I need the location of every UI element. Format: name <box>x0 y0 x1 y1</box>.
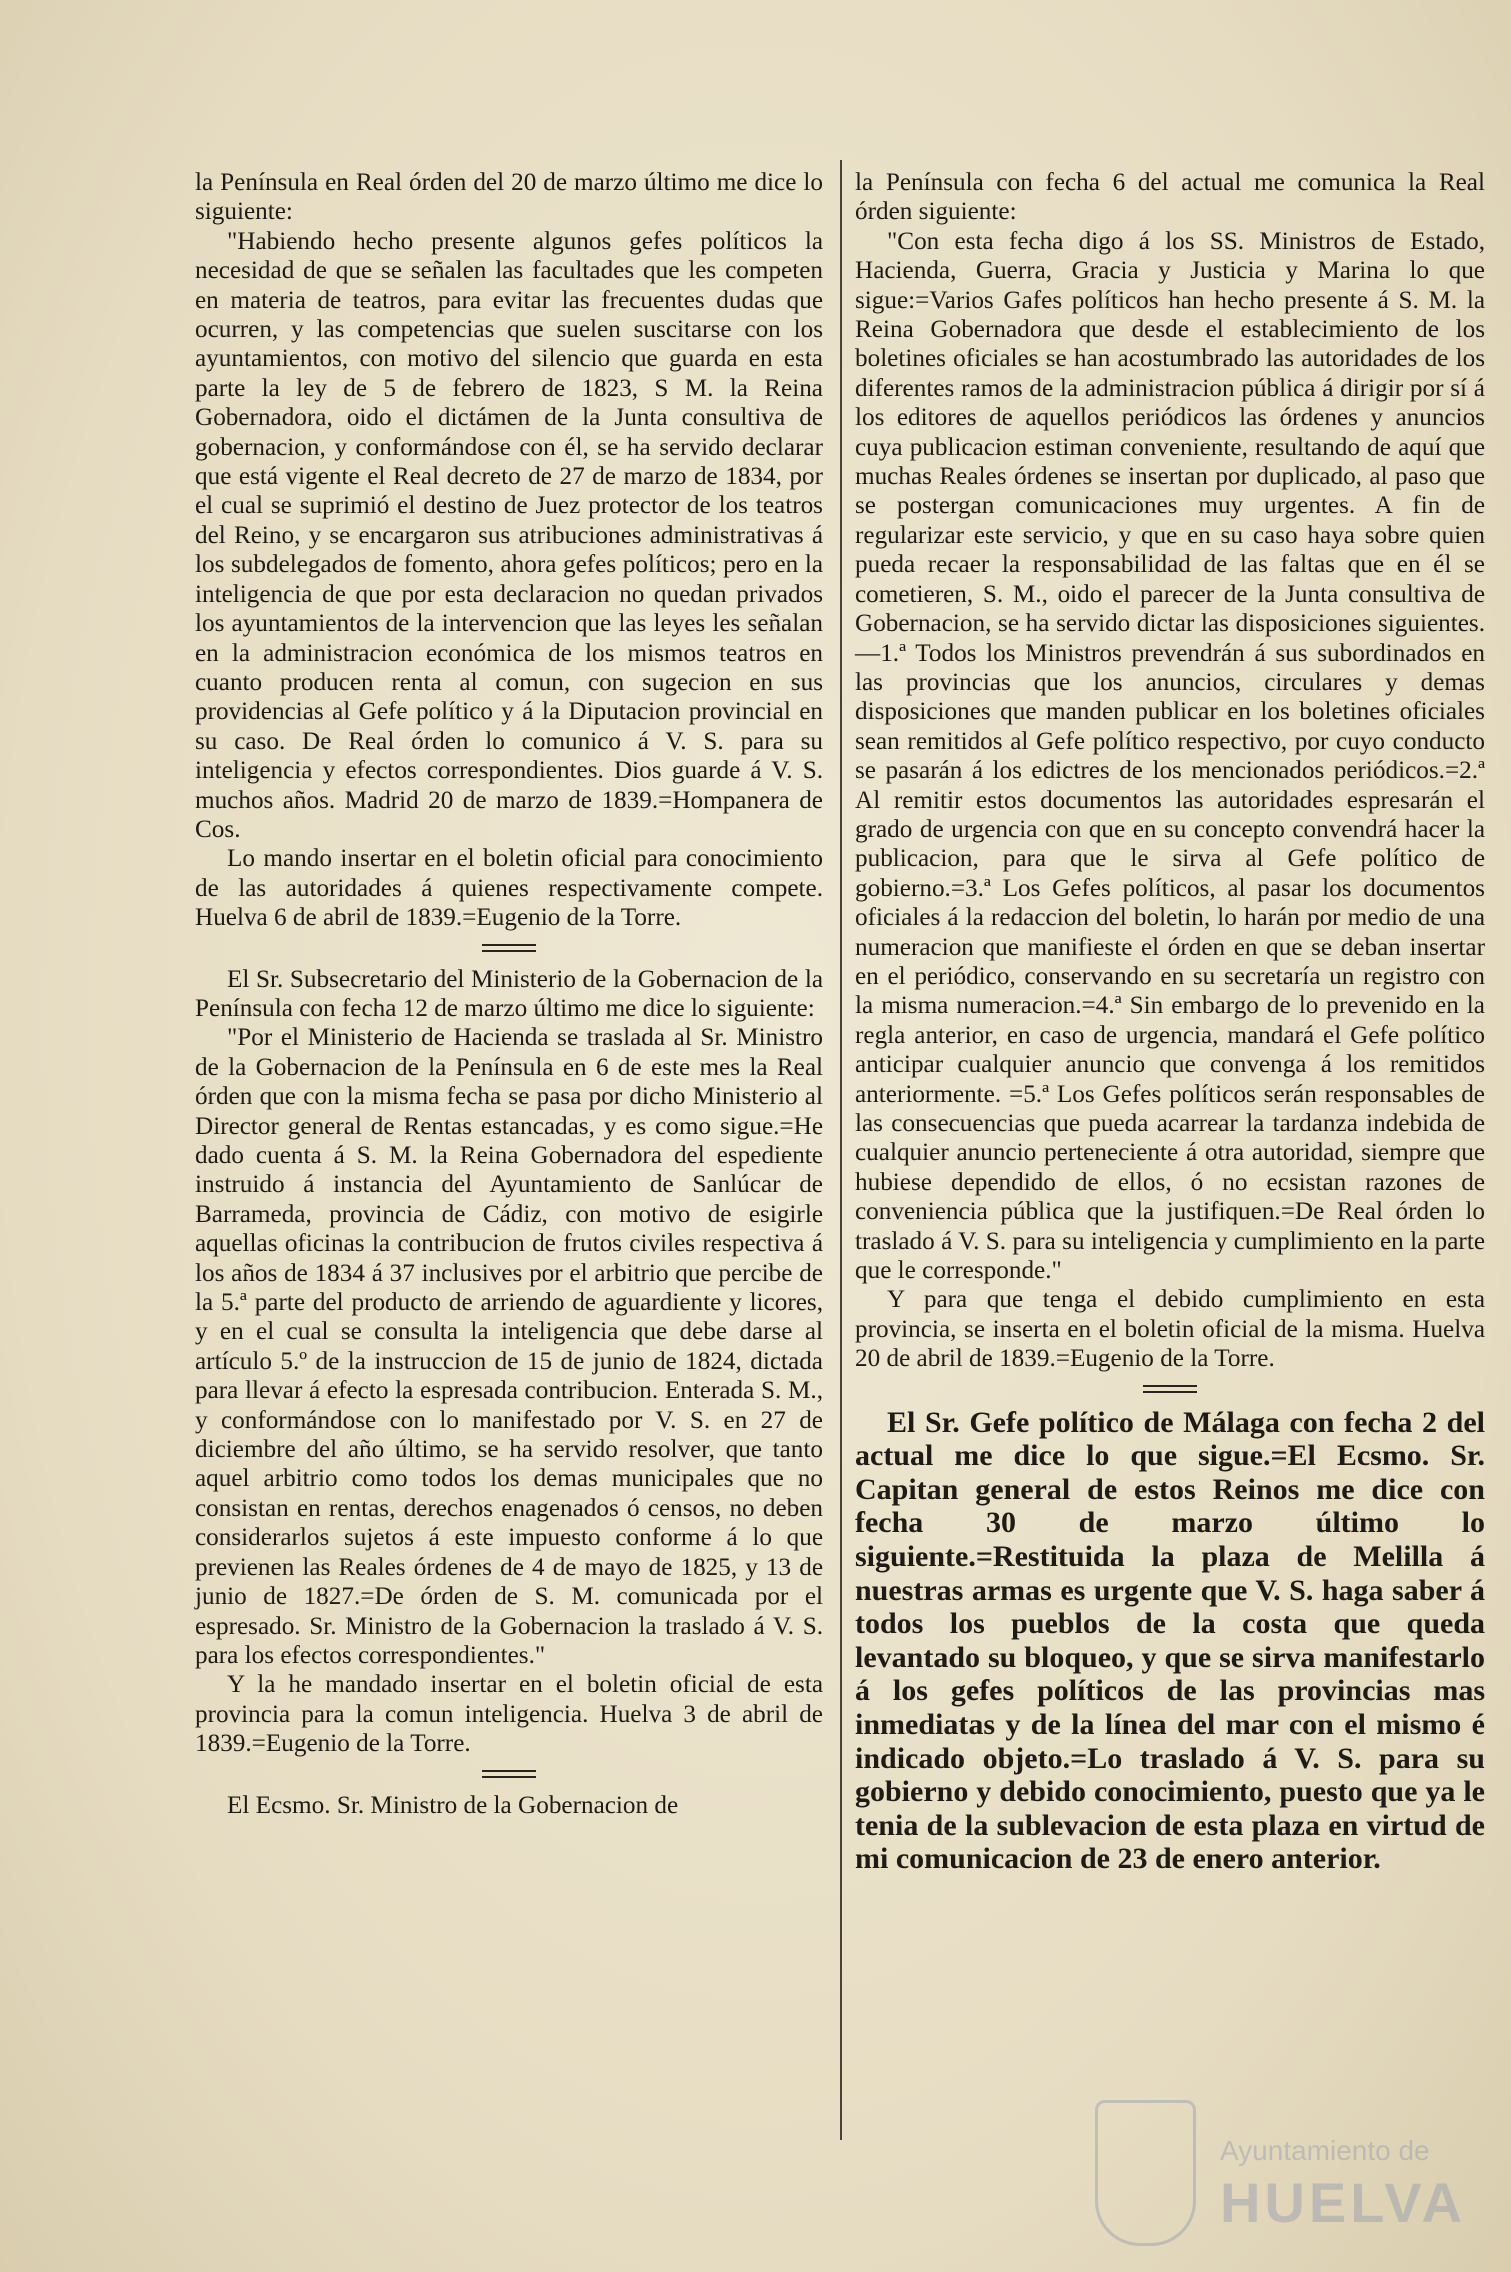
watermark-line2: HUELVA <box>1220 2171 1466 2234</box>
coat-of-arms-icon <box>1095 2100 1196 2246</box>
paragraph: El Sr. Subsecretario del Ministerio de la Gobernacion de la Península con fecha 12 de marzo último me dice lo siguiente: <box>195 965 823 1022</box>
left-column <box>195 168 823 1820</box>
paragraph: la Península con fecha 6 del actual me comunica la Real órden siguiente: <box>855 169 1485 226</box>
paragraph: "Habiendo hecho presente algunos gefes políticos la necesidad de que se señalen las facultades que les competen en materia de teatros, para evitar las frecuentes dudas que ocurren, y las competencias que suelen suscitarse con los ayuntamientos, con motivo del silencio que guarda en esta parte la ley de 5 de febrero de 1823, S M. la Reina Gobernadora, oido el dictámen de la Junta consultiva de gobernacion, y conformándose con él, se ha servido declarar que está vigente el Real decreto de 27 de marzo de 1834, por el cual se suprimió el destino de Juez protector de los teatros del Reino, y se encargaron sus atribuciones administrativas á los subdelegados de fomento, ahora gefes políticos; pero en la inteligencia de que por esta declaracion no quedan privados los ayuntamientos de la intervencion que las leyes les señalan en la administracion económica de los mismos teatros en cuanto producen renta al comun, con sugecion en sus providencias al Gefe político y á la Diputacion provincial en su caso. De Real órden lo comunico á V. S. para su inteligencia y efectos correspondientes. Dios guarde á V. S. muchos años. Madrid 20 de marzo de 1839.=Hompanera de Cos. <box>195 227 823 843</box>
watermark-line1: Ayuntamiento de <box>1220 2135 1430 2166</box>
paragraph: Lo mando insertar en el boletin oficial para conocimiento de las autoridades á quienes respectivamente compete. Huelva 6 de abril de 1839.=Eugenio de la Torre. <box>195 845 823 932</box>
column-divider <box>840 160 842 2140</box>
section-separator <box>195 943 823 953</box>
paragraph: El Sr. Gefe político de Málaga con fecha 2 del actual me dice lo que sigue.=El Ecsmo. Sr. Capitan general de estos Reinos me dice con fecha 30 de marzo último lo siguiente.=Restituida la plaza de Melilla á nuestras armas es urgente que V. S. haga saber á todos los pueblos de la costa que queda levantado su bloqueo, y que se sirva manifestarlo á los gefes políticos de las provincias mas inmediatas y de la línea del mar con el mismo é indicado objeto.=Lo traslado á V. S. para su gobierno y debido conocimiento, puesto que ya le tenia de la sublevacion de esta plaza en virtud de mi comunicacion de 23 de enero anterior. <box>855 1405 1485 1876</box>
watermark <box>1095 2100 1466 2250</box>
paragraph: "Por el Ministerio de Hacienda se traslada al Sr. Ministro de la Gobernacion de la Península en 6 de este mes la Real órden que con la misma fecha se pasa por dicho Ministerio al Director general de Rentas estancadas, y es como sigue.=He dado cuenta á S. M. la Reina Gobernadora del espediente instruido á instancia del Ayuntamiento de Sanlúcar de Barrameda, provincia de Cádiz, con motivo de esigirle aquellas oficinas la contribucion de frutos civiles respectiva á los años de 1834 á 37 inclusives por el arbitrio que percibe de la 5.ª parte del producto de arriendo de aguardiente y licores, y en el cual se consulta la inteligencia que debe darse al artículo 5.º de la instruccion de 15 de junio de 1824, dictada para llevar á efecto la espresada contribucion. Enterada S. M., y conformándose con lo manifestado por V. S. en 27 de diciembre del año último, se ha servido resolver, que tanto aquel arbitrio como todos los demas municipales que no consistan en rentas, derechos enagenados ó censos, no deben considerarlos sujetos á este impuesto conforme á lo que previenen las Reales órdenes de 4 de mayo de 1825, y 13 de junio de 1827.=De órden de S. M. comunicada por el espresado. Sr. Ministro de la Gobernacion la traslado á V. S. para los efectos correspondientes." <box>195 1024 823 1669</box>
right-column <box>855 168 1485 1876</box>
paragraph: "Con esta fecha digo á los SS. Ministros de Estado, Hacienda, Guerra, Gracia y Justicia y Marina lo que sigue:=Varios Gafes políticos han hecho presente á S. M. la Reina Gobernadora que desde el establecimiento de los boletines oficiales se han acostumbrado las autoridades de los diferentes ramos de la administracion pública á dirigir por sí á los editores de aquellos periódicos las órdenes y anuncios cuya publicacion estiman conveniente, resultando de aquí que muchas Reales órdenes se insertan por duplicado, al paso que se postergan comunicaciones muy urgentes. A fin de regularizar este servicio, y que en su caso haya sobre quien pueda recaer la responsabilidad de las faltas que en él se cometieren, S. M., oido el parecer de la Junta consultiva de Gobernacion, se ha servido dictar las disposiciones siguientes.—1.ª Todos los Ministros prevendrán á sus subordinados en las provincias que los anuncios, circulares y demas disposiciones que manden publicar en los boletines oficiales sean remitidos al Gefe político respectivo, por cuyo conducto se pasarán á los edictres de los mencionados periódicos.=2.ª Al remitir estos documentos las autoridades espresarán el grado de urgencia con que en su concepto convendrá hacer la publicacion, para que le sirva al Gefe político de gobierno.=3.ª Los Gefes políticos, al pasar los documentos oficiales á la redaccion del boletin, lo harán por medio de una numeracion que manifieste el órden en que se deban insertar en el periódico, conservando en su secretaría un registro con la misma numeracion.=4.ª Sin embargo de lo prevenido en la regla anterior, en caso de urgencia, mandará el Gefe político anticipar cualquier anuncio que convenga á los remitidos anteriormente. =5.ª Los Gefes políticos serán responsables de las consecuencias que pueda acarrear la tardanza indebida de cualquier anuncio perteneciente á otra autoridad, siempre que hubiese dependido de ellos, ó no ecsistan razones de conveniencia pública que la justifiquen.=De Real órden lo traslado á V. S. para su inteligencia y cumplimiento en la parte que le corresponde." <box>855 227 1485 1285</box>
section-separator <box>855 1384 1485 1394</box>
paragraph: la Península en Real órden del 20 de marzo último me dice lo siguiente: <box>195 169 823 226</box>
paragraph: Y la he mandado insertar en el boletin oficial de esta provincia para la comun inteligencia. Huelva 3 de abril de 1839.=Eugenio de la Torre. <box>195 1671 823 1758</box>
paragraph: Y para que tenga el debido cumplimiento en esta provincia, se inserta en el boletin oficial de la misma. Huelva 20 de abril de 1839.=Eugenio de la Torre. <box>855 1286 1485 1373</box>
section-separator <box>195 1769 823 1779</box>
paragraph: El Ecsmo. Sr. Ministro de la Gobernacion de <box>227 1791 679 1819</box>
